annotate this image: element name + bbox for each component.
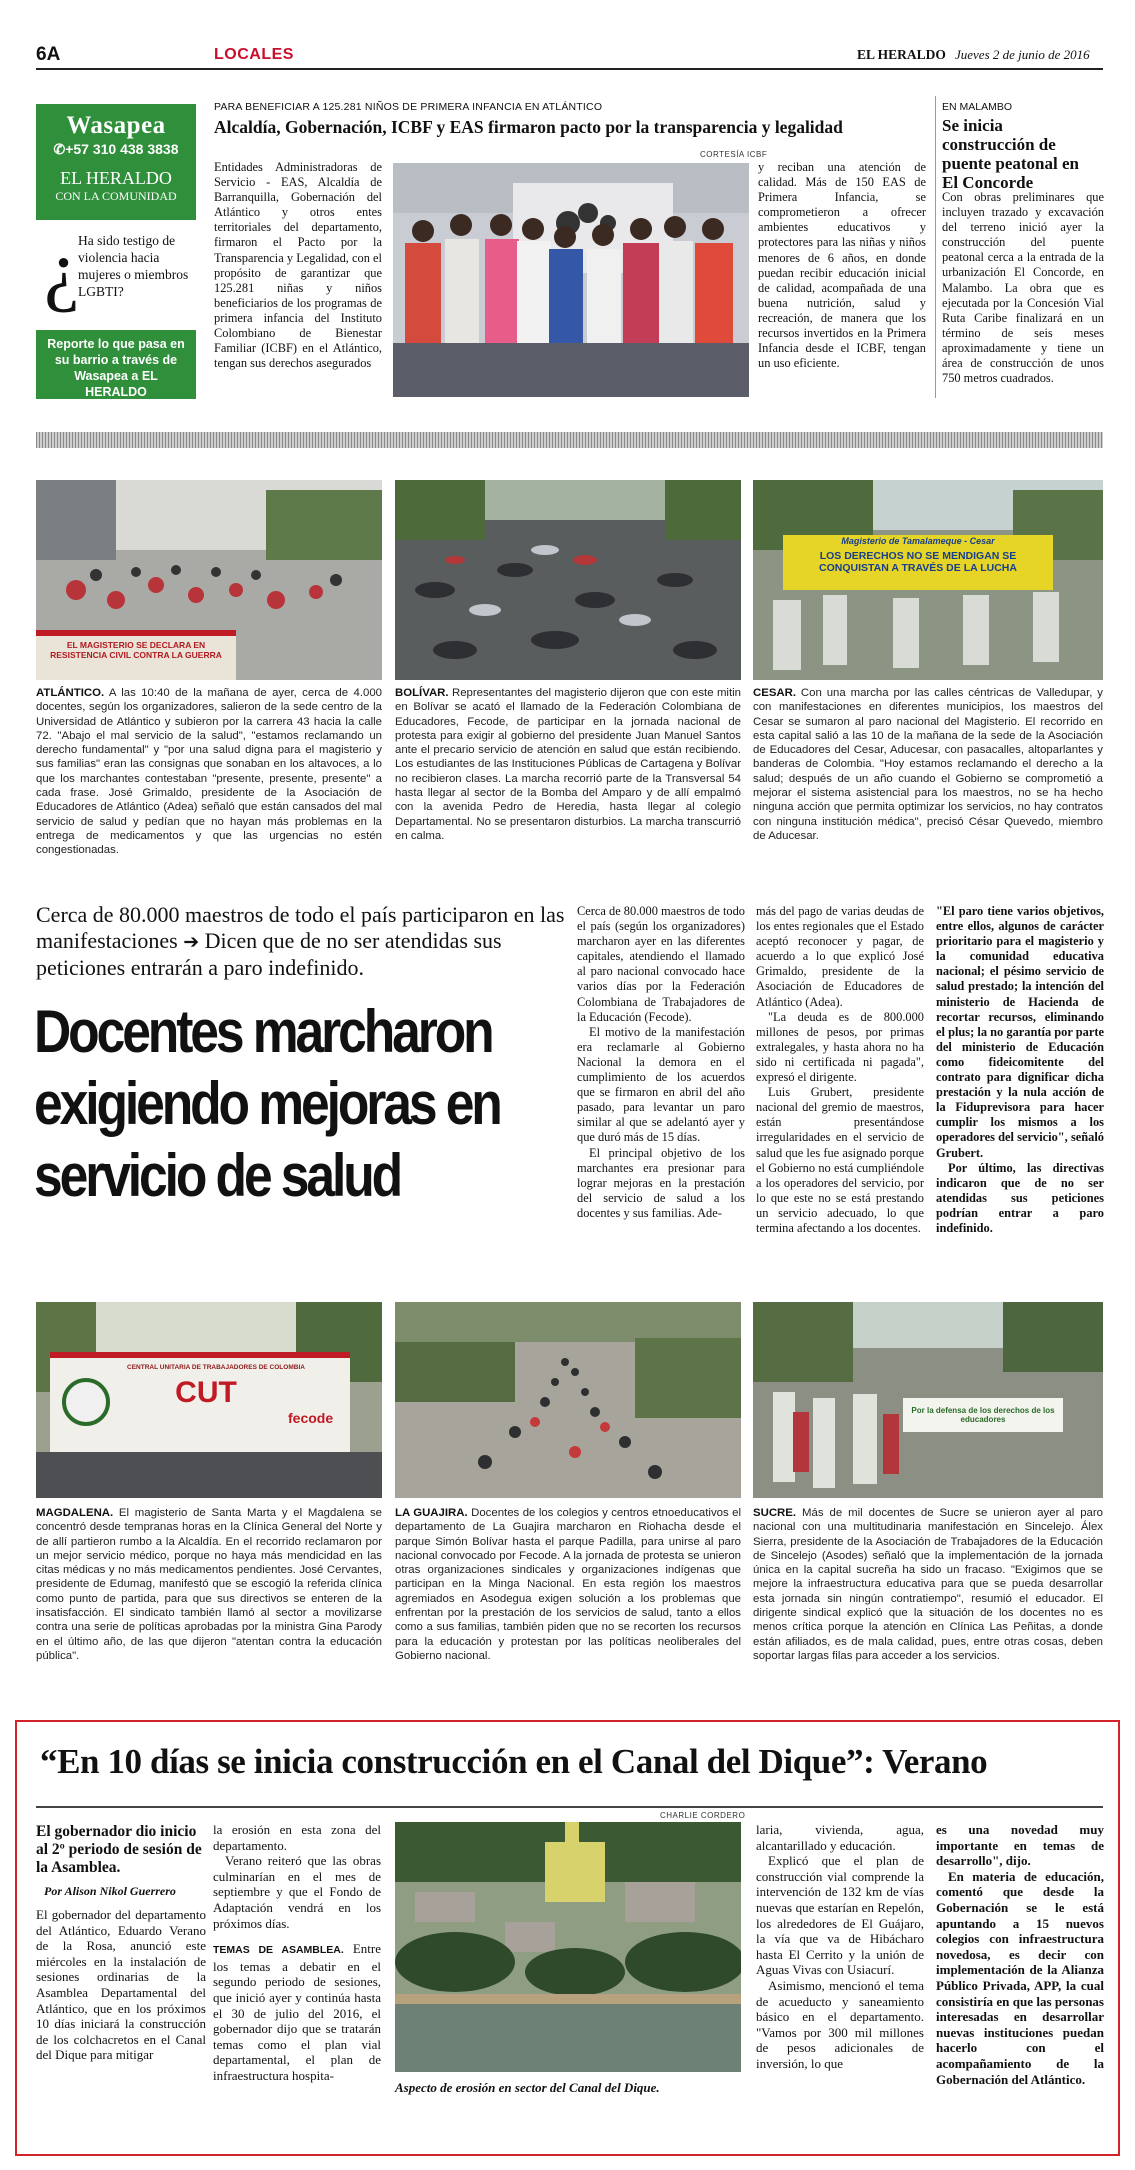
guajira-caption (395, 1506, 741, 1686)
bolivar-text: Representantes del magisterio dijeron que con este mitin en Bolívar se acató el llamado de la Federación Colombiana de Educadores, Fecode, de participar en la jornada nacional de protesta para exigir al gobierno del presidente Juan Manuel Santos ante el precario servicio de atención en salud que están recibiendo. Los estudiantes de las Instituciones Públicas de Cartagena y Bolívar no recibieron clases. La marcha recorrió parte de la Transversal 54 hasta llegar al sector de la Bomba del Amparo y de allí empalmó con la avenida Pedro de Heredia, hasta llegar al colegio Departamental. No se presentaron disturbios. La marcha transcurrió en calma. (395, 687, 741, 842)
story1-kicker: PARA BENEFICIAR A 125.281 NIÑOS DE PRIMERA INFANCIA EN ATLÁNTICO (214, 101, 603, 113)
canal-photo (395, 1822, 741, 2072)
cesar-text: Con una marcha por las calles céntricas de Valledupar, y con manifestaciones en diferentes municipios, los maestros del Cesar se sumaron al paro nacional del Magisterio. El recorrido en esta capital salió a las 10 de la mañana de la sede de la Asociación de Educadores del Cesar, Aducesar, con pasacalles, altoparlantes y banderas de Colombia. "Hoy estamos reclamando el derecho a la salud; después de un año cuando el Gobierno se comprometió a mejorar el sistema asistencial para los maestros, no se ha hecho ninguna acción que permita optimizar los servicios, no hay contratos con ninguna institución médica", precisó César Quevedo, miembro de Aducesar. (753, 687, 1103, 842)
boxed-subhead: TEMAS DE ASAMBLEA. (213, 1944, 344, 1957)
boxed-headline: “En 10 días se inicia construcción en el Canal del Dique”: Verano (40, 1742, 988, 1781)
sucre-place: SUCRE. (753, 1507, 797, 1519)
cesar-banner-top: Magisterio de Tamalameque - Cesar (841, 536, 995, 546)
magdalena-place: MAGDALENA. (36, 1507, 114, 1519)
bolivar-caption (395, 686, 741, 876)
boxed-col4-p2: En materia de educación, comentó que desde la Gobernación se le está apuntando a 15 nuevos colegios con infraestructura novedosa, es decir con implementación de la Alianza Público Privada, APP, la cual consistiría en que las personas interesadas en desarrollar nuevas instituciones puedan hacerlo con el acompañamiento de la Gobernación del Atlántico. (936, 1868, 1104, 2087)
boxed-col3-p3: Asimismo, mencionó el tema de acueducto y saneamiento básico en el departamento. "Vamos por 300 mil millones de pesos adicionales de inversión, lo que (756, 1977, 924, 2071)
boxed-col1-text: El gobernador del departamento del Atlántico, Eduardo Verano de la Rosa, anunció este miércoles en la instalación de sesiones ordinarias de la Asamblea Departamental del Atlántico, que en los próximos 10 días iniciará la construcción de los colchacretos en el Canal del Dique para mitigar (36, 1907, 206, 2063)
story2-headline: Se inicia construcción de puente peatonal en El Concorde (942, 116, 1079, 192)
promo-name-2: CON LA COMUNIDAD (55, 189, 177, 203)
magdalena-caption (36, 1506, 382, 1686)
guajira-photo (395, 1302, 741, 1498)
story1-headline: Alcaldía, Gobernación, ICBF y EAS firmaron pacto por la transparencia y legalidad (214, 117, 843, 137)
boxed-col2-p2: Verano reiteró que las obras culminarían en el mes de septiembre y que el Fondo de Adaptación vendrá en los próximos días. (213, 1853, 381, 1931)
byline-prefix: Por (44, 1884, 65, 1898)
boxed-photo-credit: CHARLIE CORDERO (660, 1811, 746, 1820)
magdalena-text: El magisterio de Santa Marta y el Magdalena se concentró desde tempranas horas en la Clínica General del Norte y de allí partieron rumbo a la Alcaldía. En el recorrido reclamaron por un mejor servicio médico, porque no haya más mendicidad en las citas médicas y no más medicamentos pendientes. José Cervantes, presidente de Edumag, manifestó que se escogió la referida clínica como punto de partida, para que sus directivos se enteren de la insatisfacción. El sindicato también llamó al sector a movilizarse contra una serie de políticas aprobadas por la ministra Gina Parody en el último año, de las que dijeron "atentan contra la educación pública". (36, 1507, 382, 1662)
promo-question: Ha sido testigo de violencia hacia mujeres o miembros LGBTI? (78, 233, 189, 299)
main-deck-a: Cerca de 80.000 maestros de todo el país participaron en las manifestaciones (36, 902, 565, 953)
promo-brand: Wasapea (66, 112, 166, 139)
boxed-col3 (756, 1822, 924, 2142)
story1-col1 (214, 160, 382, 400)
main-col2-p1: más del pago de varias deudas de los entes regionales que el Estado aceptó reconocer y pagar, de acuerdo a lo que explicó José Grimaldo, presidente de la Asociación de Educadores de Atlántico (Adea). (756, 904, 924, 1009)
sucre-text: Más de mil docentes de Sucre se unieron ayer al paro nacional con una multitudinaria manifestación en Sincelejo. Álex Sierra, presidente de la Asociación de Trabajadores de la Educación de Sincelejo (Asodes) señaló que la implementación de la jornada única en la capital sucreña ha sido un fracaso. "Exigimos que se mejore la infraestructura educativa para que se pueda desarrollar esta jornada sin ningún contratiempo", resumió el educador. El dirigente sindical explicó que la situación de los docentes no es menos crítica porque la atención en Clínica Las Peñitas, a donde están afiliados, es de mala calidad, pues, entre otras cosas, deben soportar largas filas para acceder a los servicios. (753, 1507, 1103, 1662)
magdalena-banner-text: CUT (175, 1376, 237, 1409)
main-col1-p1: Cerca de 80.000 maestros de todo el país (según los organizadores) marcharon ayer en las diferentes capitales, atendiendo el llamado al paro nacional convocado hace varios días por la Federación Colombiana de Trabajadores de la Educación (Fecode). (577, 904, 745, 1024)
atlantico-photo (36, 480, 382, 680)
story2-body (942, 190, 1104, 400)
whatsapp-icon: ✆ (53, 141, 66, 157)
magdalena-banner-side: fecode (288, 1410, 334, 1426)
sucre-photo (753, 1302, 1103, 1498)
boxed-byline (44, 1884, 176, 1899)
boxed-col2 (213, 1822, 381, 2132)
cesar-photo (753, 480, 1103, 680)
section-label: LOCALES (214, 46, 294, 63)
boxed-col2-p3 (213, 1941, 381, 2083)
main-col1-p2: El motivo de la manifestación era reclamarle al Gobierno Nacional la demora en el cumplimiento de los acuerdos que se firmaron en abril del año pasado, para levantar un paro similar al que se adelantó ayer y que duró más de 15 días. (577, 1024, 745, 1145)
magdalena-photo (36, 1302, 382, 1498)
arrow-icon: ➔ (183, 931, 200, 953)
boxed-col3-p1: laria, vivienda, agua, alcantarillado y educación. (756, 1822, 924, 1853)
atlantico-text: A las 10:40 de la mañana de ayer, cerca de 4.000 docentes, según los organizadores, salieron de la sede centro de la Universidad de Atlántico y subieron por la carrera 43 hacia la calle 72. "Abajo el mal servicio de la salud", "estamos reclamando un derecho fundamental" y "por una salud digna para el magisterio y sus familias" eran las consignas que sonaban en los altavoces, a lo que los marchantes contestaban "presente, presente, presente" a cada frase. José Grimaldo, presidente de la Asociación de Educadores de Atlántico (Adea) señaló que están cansados del mal servicio de salud y pedían que no hayan más problemas en la entrega de medicamentos y que las urgencias no estén congestionadas. (36, 687, 382, 857)
magdalena-banner-sub: CENTRAL UNITARIA DE TRABAJADORES DE COLOMBIA (127, 1364, 305, 1371)
main-deck-b: Dicen que de no ser atendidas sus peticiones entrarán a paro indefinido. (36, 928, 502, 980)
bolivar-photo (395, 480, 741, 680)
texture-divider (36, 432, 1103, 448)
promo-cta: Reporte lo que pasa en su barrio a través de Wasapea a EL HERALDO (47, 337, 185, 399)
icbf-photo (393, 163, 749, 397)
story1-col2 (758, 160, 926, 400)
boxed-col1 (36, 1907, 206, 2147)
main-col3-p1: "El paro tiene varios objetivos, entre ellos, algunos de carácter prioritario para el magisterio y la comunidad educativa nacional; el pésimo servicio de salud prestado; la intención del ministerio de Hacienda de recortar recursos, eliminando el plus; la no garantía por parte del ministerio de Educación como fideicomitente del contrato para dignificar dicha prestación y la nula acción de la Fiduprevisora para hacer cumplir los mismos a los operadores del servicio", señaló Grubert. (936, 904, 1104, 1160)
promo-name-1: EL HERALDO (60, 168, 172, 188)
cesar-banner-text: LOS DERECHOS NO SE MENDIGAN SE CONQUISTAN A TRAVÉS DE LA LUCHA (819, 550, 1017, 574)
main-deck (36, 902, 576, 981)
atlantico-banner-text: EL MAGISTERIO SE DECLARA EN RESISTENCIA CIVIL CONTRA LA GUERRA (50, 640, 222, 660)
boxed-col4 (936, 1822, 1104, 2142)
page-number: 6A (36, 44, 61, 65)
paper-name: EL HERALDO (857, 47, 946, 62)
wasapea-promo (36, 104, 196, 399)
boxed-col2-p3-text: Entre los temas a debatir en el segundo periodo de sesiones, que inició ayer y continúa hasta el 30 de julio del 2016, el gobernador dijo que se tratarán temas como el plan vial departamental, el plan de infraestructura hospita- (213, 1941, 381, 2083)
main-col2-p3: Luis Grubert, presidente nacional del gremio de maestros, están presentándose irregularidades en el servicio de salud que les fue asignado porque el Gobierno no está cumpliéndole a los operadores del servicio, por lo que este no se está prestando un servicio adecuado, lo que termina afectando a los docentes. (756, 1085, 924, 1235)
boxed-col2-p1: la erosión en esta zona del departamento. (213, 1822, 381, 1853)
main-col3 (936, 904, 1104, 1304)
byline-name: Alison Nikol Guerrero (64, 1884, 176, 1898)
boxed-deck: El gobernador dio inicio al 2º periodo de sesión de la Asamblea. (36, 1823, 202, 1876)
header-rule (36, 68, 1103, 70)
main-col1 (577, 904, 745, 1304)
page-date: Jueves 2 de junio de 2016 (955, 47, 1090, 62)
guajira-text: Docentes de los colegios y centros etnoeducativos el departamento de La Guajira marcharon en Riohacha desde el parque Simón Bolívar hasta el parque Padilla, para unirse al paro nacional convocado por Fecode. A la jornada de protesta se unieron otras organizaciones sindicales y organizaciones indígenas que participan en la Minga Nacional. En esta región los maestros agremiados en Asodegua exigen solución a los problemas que enfrentan por la prestación de los servicios de salud, tanto a ellos como a sus familias, también piden que no se recorten los recursos para la educación y protestan por las políticas neoliberales del Gobierno nacional. (395, 1507, 741, 1662)
main-col2-p2: "La deuda es de 800.000 millones de pesos, por primas extralegales, y hasta ahora no ha sido ni certificada ni pagada", expresó el dirigente. (756, 1009, 924, 1085)
promo-phone: ✆+57 310 438 3838 (53, 141, 179, 157)
promo-question-mark: ¿ (44, 226, 80, 314)
promo-question-box (36, 220, 196, 330)
main-col2 (756, 904, 924, 1304)
story2-body-text: Con obras preliminares que incluyen trazado y excavación del terreno inició ayer la construcción del puente peatonal cerca a la entrada de la urbanización El Concorde, en Malambo. La obra que es ejecutada por la Concesión Vial Ruta Caribe finalizará en un término de seis meses aproximadamente y tiene un área de construcción de unos 750 metros cuadrados. (942, 190, 1104, 386)
main-headline: Docentes marcharon exigiendo mejoras en servicio de salud (34, 998, 500, 1209)
story1-photo-credit: CORTESÍA ICBF (700, 150, 768, 159)
bolivar-place: BOLÍVAR. (395, 687, 449, 699)
boxed-rule (36, 1806, 1103, 1808)
atlantico-place: ATLÁNTICO. (36, 687, 105, 699)
story1-col2-text: y reciban una atención de calidad. Más de 150 EAS de Primera Infancia, se comprometieron a ofrecer ambientes educativos y protectores para las niñas y niños menores de 6 años, en donde puedan recibir educación inicial de calidad, acompañada de una buena nutrición, salud y recreación, de manera que los recursos invertidos en la Primera Infancia desde el ICBF, tengan un uso eficiente. (758, 160, 926, 371)
cesar-place: CESAR. (753, 687, 797, 699)
boxed-col4-p1: es una novedad muy importante en temas de desarrollo", dijo. (936, 1822, 1104, 1869)
sucre-caption (753, 1506, 1103, 1686)
cesar-caption (753, 686, 1103, 876)
story2-kicker: EN MALAMBO (942, 101, 1013, 113)
guajira-place: LA GUAJIRA. (395, 1507, 468, 1519)
story1-col1-text: Entidades Administradoras de Servicio - EAS, Alcaldía de Barranquilla, Gobernación del Atlántico y otros entes territoriales del departamento, firmaron el Pacto por la Transparencia y Legalidad, con el propósito de garantizar que 125.281 niñas y niños beneficiarios de los programas de primera infancia del Instituto Colombiano de Bienestar Familiar (ICBF) en el Atlántico, tengan sus derechos asegurados (214, 160, 382, 371)
atlantico-caption (36, 686, 382, 876)
sucre-banner-text: Por la defensa de los derechos de los educadores (911, 1406, 1055, 1424)
canal-photo-caption: Aspecto de erosión en sector del Canal del Dique. (395, 2080, 660, 2095)
boxed-col3-p2: Explicó que el plan de construcción vial comprende la intervención de 132 km de vías nuevas que estarían en Repelón, los alrededores de El Guájaro, la vía que va de Hibácharo hasta El Cerrito y la unión de Aguas Vivas con Usiacurí. (756, 1853, 924, 1978)
main-col3-p2: Por último, las directivas indicaron que de no ser atendidas sus peticiones podrían entrar a paro indefinido. (936, 1160, 1104, 1235)
main-col1-p3: El principal objetivo de los marchantes era presionar para lograr mejoras en la prestación del servicio de salud a los docentes y sus familias. Ade- (577, 1145, 745, 1220)
story-divider (935, 96, 936, 398)
